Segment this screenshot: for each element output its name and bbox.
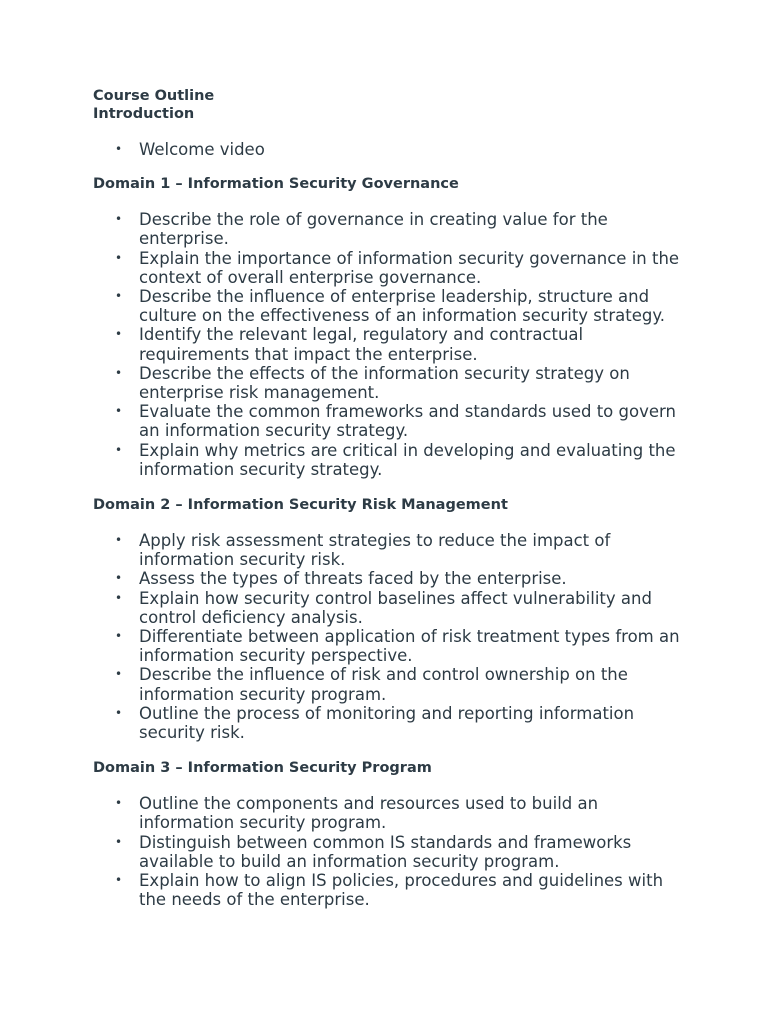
list-item-text: Explain how to align IS policies, procedures and guidelines with the needs of the enterprise. [139,871,664,910]
list-item-text: Describe the influence of risk and control ownership on the information security program. [139,665,628,704]
bullet-icon: • [115,142,123,156]
bullet-icon: • [115,705,123,720]
list-item [93,627,693,665]
list-item-text: Describe the influence of enterprise leadership, structure and culture on the effectiveness of an information security strategy. [139,287,666,326]
list-item [93,665,693,703]
list-item [93,833,693,871]
bullet-icon: • [115,533,123,548]
list-item-text: Assess the types of threats faced by the enterprise. [139,569,567,589]
document-title: Course Outline [93,88,215,104]
bullet-icon: • [115,667,123,682]
list-item [93,325,693,363]
list-item-text: Explain why metrics are critical in developing and evaluating the information security strategy. [139,440,676,479]
domain-objectives-list [93,794,693,909]
domain-objectives-list [93,531,693,742]
introduction-heading: Introduction [93,106,195,122]
list-item [93,402,693,440]
list-item [93,441,693,479]
list-item [93,794,693,832]
domain-objectives-list [93,210,693,479]
bullet-icon: • [115,327,123,342]
domain-heading: Domain 1 – Information Security Governance [93,176,459,193]
list-item-text: Welcome video [139,140,265,159]
bullet-icon: • [115,212,123,227]
list-item-text: Apply risk assessment strategies to reduce the impact of information security risk. [139,531,611,570]
list-item [93,287,693,325]
list-item-text: Differentiate between application of risk treatment types from an information security perspective. [139,627,680,666]
list-item [93,210,693,248]
bullet-icon: • [115,365,123,380]
bullet-icon: • [115,250,123,265]
bullet-icon: • [115,289,123,304]
domain-heading: Domain 2 – Information Security Risk Management [93,497,508,514]
bullet-icon: • [115,796,123,811]
list-item-text: Distinguish between common IS standards and frameworks available to build an information security program. [139,832,632,871]
bullet-icon: • [115,834,123,849]
course-outline-document [93,87,693,927]
list-item-text: Explain the importance of information security governance in the context of overall enterprise governance. [139,248,680,287]
bullet-icon: • [115,590,123,605]
list-item [93,531,693,569]
domain-heading: Domain 3 – Information Security Program [93,760,432,777]
bullet-icon: • [115,873,123,888]
list-item [93,589,693,627]
domains-section [93,175,693,909]
list-item-text: Outline the process of monitoring and reporting information security risk. [139,703,635,743]
bullet-icon: • [115,404,123,419]
bullet-icon: • [115,571,123,586]
bullet-icon: • [115,629,123,644]
list-item-text: Identify the relevant legal, regulatory and contractual requirements that impact the enterprise. [139,325,584,364]
list-item-text: Evaluate the common frameworks and standards used to govern an information security strategy. [139,402,676,441]
list-item [93,140,693,159]
list-item-text: Explain how security control baselines affect vulnerability and control deficiency analysis. [139,588,652,627]
list-item [93,569,693,588]
list-item [93,871,693,909]
list-item [93,249,693,287]
list-item-text: Describe the role of governance in creating value for the enterprise. [139,210,608,249]
list-item-text: Describe the effects of the information security strategy on enterprise risk management. [139,363,630,403]
introduction-list [93,140,693,159]
list-item-text: Outline the components and resources used to build an information security program. [139,794,599,833]
list-item [93,364,693,402]
list-item [93,704,693,742]
bullet-icon: • [115,442,123,457]
